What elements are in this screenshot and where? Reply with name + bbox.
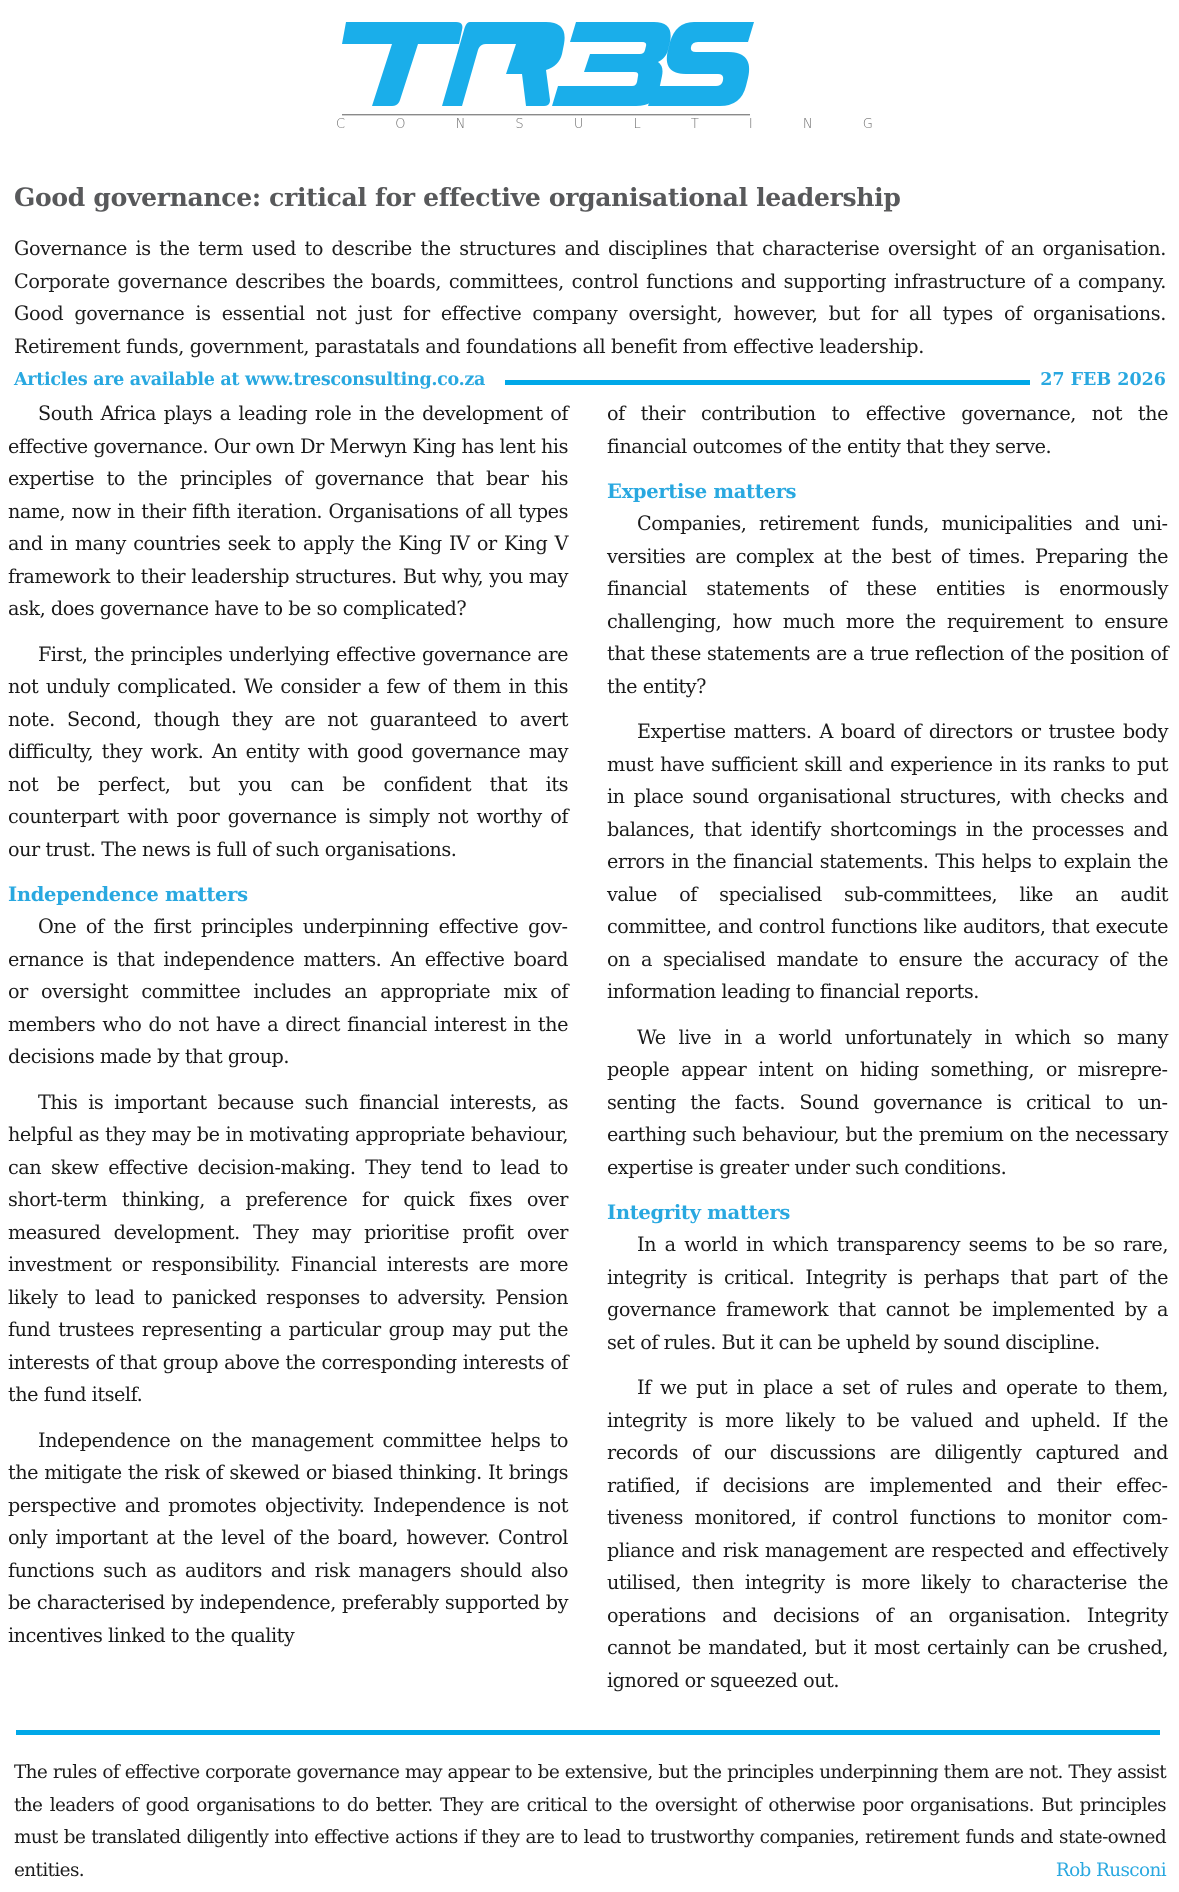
articles-banner (14, 366, 1166, 394)
paragraph: In a world in which transparency seems to be so rare, integrity is critical. Integrity is perhaps that part of the governance framework that cannot be implemented by a set of rules. But it can be upheld by sound discipline. (607, 1233, 1168, 1354)
paragraph: First, the principles underlying effective governance are not unduly complicated. We consider a few of them in this note. Second, though they are not guaranteed to avert difficulty, they work. An entity with good governance may not be perfect, but you can be confident that its counterpart with poor governance is simply not worthy of our trust. The news is full of such organisations. (8, 642, 568, 861)
paragraph: We live in a world unfortunately in which so many people appear intent on hiding something, or misrepresenting the facts. Sound governance is critical to unearthing such behaviour, but the premium on the necessary expertise is greater under such conditions. (607, 1025, 1168, 1179)
footer-summary (14, 1757, 1166, 1887)
paragraph: South Africa plays a leading role in the development of effective governance. Our own Dr Merwyn King has lent his expertise to the principles of governance that bear his name, now in their fifth iteration. Organisations of all types and in many countries seek to apply the King IV or King V framework to their leadership structures. But why, you may ask, does governance have to be so complicated? (8, 402, 568, 620)
logo-subtext: C O N S U L T I N G (336, 117, 903, 132)
paragraph: One of the first principles underpinning effective governance is that independence matters. An effective board or oversight committee includes an appropriate mix of members who do not have a direct financial interest in the decisions made by that group. (8, 915, 568, 1068)
author-name: Rob Rusconi (1055, 1859, 1166, 1881)
left-column (8, 398, 568, 1665)
article-title: Good governance: critical for effective organisational leadership (14, 183, 901, 212)
paragraph: Expertise matters. A board of directors or trustee body must have sufficient skill and experience in its ranks to put in place sound organisational structures, with checks and balances, that identify shortcomings in the processes and errors in the financial statements. This helps to explain the value of specialised sub-committees, like an audit committee, and control functions like auditors, that execute on a specialised mandate to ensure the accuracy of the information leading to financial reports. (607, 720, 1168, 1003)
paragraph-continued: of their contribution to effective governance, not the financial outcomes of the entity that they serve. (607, 402, 1168, 458)
section-heading-expertise: Expertise matters (607, 480, 797, 503)
paragraph: Companies, retirement funds, municipalities and universities are complex at the best of times. Preparing the financial statements of these entities is enormously challenging, how much more the requirement to ensure that these statements are a true reflection of the position of the entity? (607, 512, 1168, 698)
articles-website-link[interactable]: Articles are available at www.tresconsulting.co.za (14, 370, 486, 390)
paragraph: If we put in place a set of rules and operate to them, integrity is more likely to be valued and upheld. If the records of our discussions are diligently captured and ratified, if decisions are implemented and their effectiveness monitored, if control functions to monitor compliance and risk management are respected and effectively utilised, then integrity is more likely to characterise the operations and decisions of an organisation. Integrity cannot be mandated, but it most certainly can be crushed, ignored or squeezed out. (607, 1376, 1168, 1692)
paragraph: This is important because such financial interests, as helpful as they may be in motivating appropriate behaviour, can skew effective decision-making. They tend to lead to short-term thinking, a preference for quick fixes over measured development. They may prioritise profit over investment or responsibility. Financial interests are more likely to lead to panicked responses to adversity. Pension fund trustees representing a particular group may put the interests of that group above the corresponding interests of the fund itself. (8, 1090, 568, 1406)
banner-divider (505, 380, 1030, 385)
section-heading-independence: Independence matters (8, 883, 248, 906)
section-heading-integrity: Integrity matters (607, 1201, 790, 1224)
paragraph: Independence on the management committee helps to the mitigate the risk of skewed or biased thinking. It brings perspective and promotes objectivity. Independence is not only important at the level of the board, however. Control functions such as auditors and risk managers should also be characterised by independence, preferably supported by incentives linked to the quality (8, 1428, 568, 1647)
tres-consulting-logo (336, 14, 903, 134)
right-column (607, 398, 1168, 1710)
publication-date: 27 FEB 2026 (1040, 370, 1166, 390)
summary-text: The rules of effective corporate governance may appear to be extensive, but the principles underpinning them are not. They assist the leaders of good organisations to do better. They are critical to the oversight of otherwise poor organisations. But principles must be translated diligently into effective actions if they are to lead to trustworthy companies, retirement funds and state-owned entities. (14, 1762, 1166, 1881)
footer-divider (16, 1730, 1160, 1735)
article-intro: Governance is the term used to describe the structures and disciplines that characterise oversight of an organisation. Corporate governance describes the boards, committees, control functions and supporting infrastructure of a company. Good governance is essential not just for effective company oversight, however, but for all types of organisations. Retirement funds, government, parastatals and foundations all benefit from effective leadership. (14, 237, 1166, 358)
